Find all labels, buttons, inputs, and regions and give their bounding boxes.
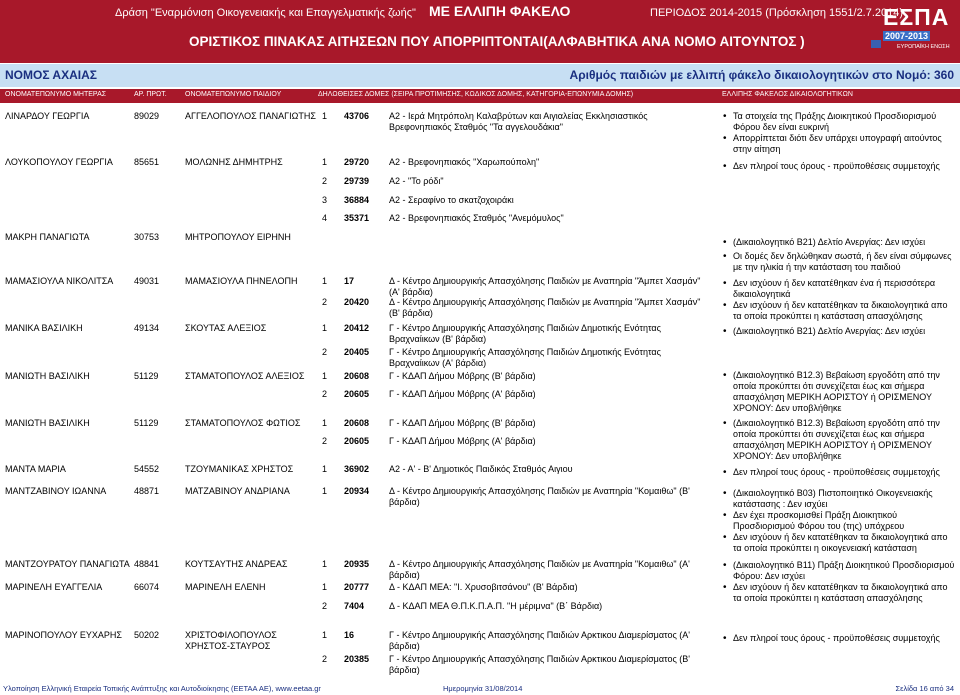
footer-company: Υλοποίηση Ελληνική Εταιρεία Τοπικής Ανάπτυξης και Αυτοδιοίκησης (ΕΕΤΑΑ ΑΕ), www.eetaa.gr [3, 684, 321, 693]
mother-name: ΜΑΝΙΚΑ ΒΑΣΙΛΙΚΗ [5, 323, 83, 333]
protocol-number: 48871 [134, 486, 160, 496]
col-structures: ΔΗΛΩΘΕΙΣΕΣ ΔΟΜΕΣ (ΣΕΙΡΑ ΠΡΟΤΙΜΗΣΗΣ, ΚΩΔΙΚΟΣ ΔΟΜΗΣ, ΚΑΤΗΓΟΡΙΑ-ΕΠΩΝΥΜΙΑ ΔΟΜΗΣ) [318, 91, 634, 98]
prefecture-name: ΝΟΜΟΣ ΑΧΑΙΑΣ [5, 68, 97, 82]
structure-name: Γ - ΚΔΑΠ Δήμου Μόβρης (Α' βάρδια) [389, 436, 536, 446]
structure-name: Δ - ΚΔΑΠ ΜΕΑ: "Ι. Χρυσοβιτσάνου" (Β' Βάρδια) [389, 582, 578, 592]
column-headers [0, 89, 960, 103]
child-name: ΜΑΡΙΝΕΛΗ ΕΛΕΝΗ [185, 582, 266, 592]
structure-order: 2 [322, 176, 328, 186]
col-missing: ΕΛΛΙΠΗΣ ΦΑΚΕΛΟΣ ΔΙΚΑΙΟΛΟΓΗΤΙΚΩΝ [722, 91, 853, 98]
structure-code: 43706 [344, 111, 370, 121]
missing-note: • Δεν ισχύουν ή δεν κατατέθηκαν τα δικαιολογητικά απο τα οποία προκύπτει η κατάσταση απασχόλησης [733, 582, 955, 604]
child-name: ΜΟΛΩΝΗΣ ΔΗΜΗΤΡΗΣ [185, 157, 283, 167]
missing-note: • (Δικαιολογητικό Β12.3) Βεβαίωση εργοδότη από την οποία προκύπτει ότι συνεχίζεται έως και σήμερα απασχόληση ΜΕΡΙΚΗ ΑΟΡΙΣΤΟΥ ή ΟΡΙΣΜΕΝΟΥ ΧΡΟΝΟΥ: Δεν υποβλήθηκε [733, 370, 955, 414]
structure-order: 1 [322, 464, 328, 474]
structure-code: 20605 [344, 436, 370, 446]
structure-code: 20605 [344, 389, 370, 399]
mother-name: ΜΑΝΤΖΟΥΡΑΤΟΥ ΠΑΝΑΓΙΩΤΑ [5, 559, 130, 569]
structure-name: Α2 - Βρεφονηπιακός Σταθμός "Ανεμόμυλος" [389, 213, 564, 223]
missing-note: • (Δικαιολογητικό Β12.3) Βεβαίωση εργοδότη από την οποία προκύπτει ότι συνεχίζεται έως και σήμερα απασχόληση ΜΕΡΙΚΗ ΑΟΡΙΣΤΟΥ ή ΟΡΙΣΜΕΝΟΥ ΧΡΟΝΟΥ: Δεν υποβλήθηκε [733, 418, 955, 462]
structure-code: 36884 [344, 195, 370, 205]
footer-page: Σελίδα 16 από 34 [895, 684, 954, 693]
mother-name: ΜΑΡΙΝΕΛΗ ΕΥΑΓΓΕΛΙΑ [5, 582, 103, 592]
child-name: ΑΓΓΕΛΟΠΟΥΛΟΣ ΠΑΝΑΓΙΩΤΗΣ [185, 111, 316, 121]
mother-name: ΜΑΝΙΩΤΗ ΒΑΣΙΛΙΚΗ [5, 371, 90, 381]
mother-name: ΜΑΝΤΖΑΒΙΝΟΥ ΙΩΑΝΝΑ [5, 486, 107, 496]
structure-code: 20385 [344, 654, 370, 664]
structure-order: 2 [322, 297, 328, 307]
child-name: ΜΗΤΡΟΠΟΥΛΟΥ ΕΙΡΗΝΗ [185, 232, 291, 242]
structure-code: 20934 [344, 486, 370, 496]
structure-code: 35371 [344, 213, 370, 223]
child-name: ΧΡΙΣΤΟΦΙΛΟΠΟΥΛΟΣ ΧΡΗΣΤΟΣ-ΣΤΑΥΡΟΣ [185, 630, 277, 651]
missing-note: • Δεν ισχύουν ή δεν κατατέθηκαν τα δικαιολογητικά απο τα οποία προκύπτει η οικογενειακή κατάσταση [733, 532, 955, 554]
protocol-number: 85651 [134, 157, 160, 167]
protocol-number: 51129 [134, 371, 159, 381]
structure-name: Γ - Κέντρο Δημιουργικής Απασχόλησης Παιδιών Αρκτικου Διαμερίσματος (Β' βάρδια) [389, 654, 691, 675]
structure-code: 17 [344, 276, 355, 286]
structure-order: 1 [322, 559, 328, 569]
child-name: ΣΤΑΜΑΤΟΠΟΥΛΟΣ ΑΛΕΞΙΟΣ [185, 371, 305, 381]
protocol-number: 54552 [134, 464, 160, 474]
structure-name: Γ - ΚΔΑΠ Δήμου Μόβρης (Α' βάρδια) [389, 389, 536, 399]
missing-note: • (Δικαιολογητικό Β21) Δελτίο Ανεργίας: Δεν ισχύει [733, 326, 955, 337]
structure-code: 20405 [344, 347, 370, 357]
missing-note: • (Δικαιολογητικό Β21) Δελτίο Ανεργίας: Δεν ισχύει [733, 237, 955, 248]
structure-order: 1 [322, 582, 328, 592]
structure-name: Δ - Κέντρο Δημιουργικής Απασχόλησης Παιδιών με Αναπηρία "Άμπετ Χασμάν" (Α' βάρδια) [389, 276, 701, 297]
structure-code: 36902 [344, 464, 370, 474]
protocol-number: 49134 [134, 323, 160, 333]
structure-order: 2 [322, 654, 328, 664]
col-mother: ΟΝΟΜΑΤΕΠΩΝΥΜΟ ΜΗΤΕΡΑΣ [5, 91, 107, 98]
structure-name: Δ - Κέντρο Δημιουργικής Απασχόλησης Παιδιών με Αναπηρία "Κομαιθω" (Β' βάρδια) [389, 486, 690, 507]
period-label: ΠΕΡΙΟΔΟΣ 2014-2015 (Πρόσκληση 1551/2.7.2014) [650, 7, 904, 19]
structure-name: Γ - Κέντρο Δημιουργικής Απασχόλησης Παιδιών Δημοτικής Ενότητας Βραχναίικων (Β' βάρδια) [389, 323, 661, 344]
structure-order: 4 [322, 213, 328, 223]
mother-name: ΜΑΚΡΗ ΠΑΝΑΓΙΩΤΑ [5, 232, 90, 242]
footer-date: Ημερομηνία 31/08/2014 [443, 684, 523, 693]
child-name: ΜΑΤΖΑΒΙΝΟΥ ΑΝΔΡΙΑΝΑ [185, 486, 290, 496]
mother-name: ΜΑΝΤΑ ΜΑΡΙΑ [5, 464, 66, 474]
structure-order: 2 [322, 436, 328, 446]
structure-name: Α2 - Α' - Β' Δημοτικός Παιδικός Σταθμός Αιγιου [389, 464, 573, 474]
missing-note: • Τα στοιχεία της Πράξης Διοικητικού Προσδιορισμού Φόρου δεν είναι ευκρινή [733, 111, 955, 133]
missing-note: • Δεν πληροί τους όρους - προϋποθέσεις συμμετοχής [733, 633, 955, 644]
eu-flag-icon [871, 40, 881, 48]
structure-name: Γ - Κέντρο Δημιουργικής Απασχόλησης Παιδιών Αρκτικου Διαμερίσματος (Α' βάρδια) [389, 630, 691, 651]
structure-code: 7404 [344, 601, 365, 611]
structure-code: 20777 [344, 582, 370, 592]
structure-code: 29720 [344, 157, 370, 167]
structure-order: 2 [322, 347, 328, 357]
structure-name: Γ - Κέντρο Δημιουργικής Απασχόλησης Παιδιών Δημοτικής Ενότητας Βραχναίικων (Α' βάρδια) [389, 347, 661, 368]
structure-name: Δ - ΚΔΑΠ ΜΕΑ Θ.Π.Κ.Π.Α.Π. "Η μέριμνα" (Β΄ Βάρδια) [389, 601, 603, 611]
missing-note: • (Δικαιολογητικό Β03) Πιστοποιητικό Οικογενειακής κατάστασης : Δεν ισχύει [733, 488, 955, 510]
col-child: ΟΝΟΜΑΤΕΠΩΝΥΜΟ ΠΑΙΔΙΟΥ [185, 91, 282, 98]
child-name: ΣΤΑΜΑΤΟΠΟΥΛΟΣ ΦΩΤΙΟΣ [185, 418, 301, 428]
structure-code: 20935 [344, 559, 370, 569]
protocol-number: 48841 [134, 559, 160, 569]
structure-code: 20608 [344, 371, 370, 381]
missing-note: • Οι δομές δεν δηλώθηκαν σωστά, ή δεν είναι σύμφωνες με την ηλικία ή την κατάσταση του παιδιού [733, 251, 955, 273]
missing-note: • Δεν έχει προσκομισθεί Πράξη Διοικητικού Προσδιορισμού Φόρου του (της) υπόχρεου [733, 510, 955, 532]
prefecture-band [0, 64, 960, 87]
missing-note: • Δεν ισχύουν ή δεν κατατέθηκαν ένα ή περισσότερα δικαιολογητικά [733, 278, 955, 300]
mother-name: ΜΑΡΙΝΟΠΟΥΛΟΥ ΕΥΧΑΡΗΣ [5, 630, 122, 640]
structure-order: 3 [322, 195, 328, 205]
missing-note: • Δεν πληροί τους όρους - προϋποθέσεις συμμετοχής [733, 467, 955, 478]
structure-order: 1 [322, 486, 328, 496]
missing-note: • Δεν πληροί τους όρους - προϋποθέσεις συμμετοχής [733, 161, 955, 172]
structure-order: 1 [322, 276, 328, 286]
missing-note: • Απορρίπτεται διότι δεν υπάρχει υπογραφή αιτούντος στην αίτηση [733, 133, 955, 155]
structure-code: 20420 [344, 297, 370, 307]
child-name: ΚΟΥΤΣΑΥΤΗΣ ΑΝΔΡΕΑΣ [185, 559, 288, 569]
mother-name: ΜΑΜΑΣΙΟΥΛΑ ΝΙΚΟΛΙΤΣΑ [5, 276, 114, 286]
child-name: ΤΖΟΥΜΑΝΙΚΑΣ ΧΡΗΣΤΟΣ [185, 464, 294, 474]
protocol-number: 30753 [134, 232, 160, 242]
structure-name: Δ - Κέντρο Δημιουργικής Απασχόλησης Παιδιών με Αναπηρία "Άμπετ Χασμάν" (Β' βάρδια) [389, 297, 701, 318]
protocol-number: 66074 [134, 582, 160, 592]
structure-order: 1 [322, 418, 328, 428]
structure-name: Γ - ΚΔΑΠ Δήμου Μόβρης (Β' βάρδια) [389, 371, 536, 381]
structure-order: 1 [322, 157, 328, 167]
espa-logo: ΕΣΠΑ 2007-2013 ΕΥΡΩΠΑΪΚΗ ΕΝΩΣΗ [871, 4, 957, 58]
structure-order: 2 [322, 601, 328, 611]
structure-name: Α2 - Ιερά Μητρόπολη Καλαβρύτων και Αιγιαλείας Εκκλησιαστικός Βρεφονηπιακός Σταθμός "Τα αγγελουδάκια" [389, 111, 648, 132]
child-name: ΜΑΜΑΣΙΟΥΛΑ ΠΗΝΕΛΟΠΗ [185, 276, 298, 286]
structure-code: 20412 [344, 323, 370, 333]
missing-note: • (Δικαιολογητικό Β11) Πράξη Διοικητικού Προσδιορισμού Φόρου: Δεν ισχύει [733, 560, 955, 582]
structure-name: Δ - Κέντρο Δημιουργικής Απασχόλησης Παιδιών με Αναπηρία "Κομαιθω" (Α' βάρδια) [389, 559, 690, 580]
protocol-number: 51129 [134, 418, 159, 428]
protocol-number: 49031 [134, 276, 160, 286]
mother-name: ΛΙΝΑΡΔΟΥ ΓΕΩΡΓΙΑ [5, 111, 90, 121]
structure-code: 20608 [344, 418, 370, 428]
structure-name: Α2 - Σεραφίνο το σκατζοχοιράκι [389, 195, 514, 205]
structure-name: Α2 - "Το ρόδι" [389, 176, 444, 186]
structure-code: 16 [344, 630, 355, 640]
protocol-number: 50202 [134, 630, 160, 640]
structure-code: 29739 [344, 176, 370, 186]
prefecture-count: Αριθμός παιδιών με ελλιπή φάκελο δικαιολογητικών στο Νομό: 360 [569, 68, 954, 82]
incomplete-file-label: ΜΕ ΕΛΛΙΠΗ ΦΑΚΕΛΟ [429, 3, 571, 19]
list-title: ΟΡΙΣΤΙΚΟΣ ΠΙΝΑΚΑΣ ΑΙΤΗΣΕΩΝ ΠΟΥ ΑΠΟΡΡΙΠΤΟΝΤΑΙ(ΑΛΦΑΒΗΤΙΚΑ ΑΝΑ ΝΟΜΟ ΑΙΤΟΥΝΤΟΣ ) [189, 34, 805, 49]
mother-name: ΛΟΥΚΟΠΟΥΛΟΥ ΓΕΩΡΓΙΑ [5, 157, 113, 167]
mother-name: ΜΑΝΙΩΤΗ ΒΑΣΙΛΙΚΗ [5, 418, 90, 428]
program-title: Δράση "Εναρμόνιση Οικογενειακής και Επαγγελματικής ζωής" [115, 7, 416, 19]
col-protocol: ΑΡ. ΠΡΩΤ. [134, 91, 167, 98]
protocol-number: 89029 [134, 111, 160, 121]
structure-name: Γ - ΚΔΑΠ Δήμου Μόβρης (Β' βάρδια) [389, 418, 536, 428]
structure-name: Α2 - Βρεφονηπιακός "Χαρωπούπολη" [389, 157, 540, 167]
missing-note: • Δεν ισχύουν ή δεν κατατέθηκαν τα δικαιολογητικά απο τα οποία προκύπτει η κατάσταση απασχόλησης [733, 300, 955, 322]
child-name: ΣΚΟΥΤΑΣ ΑΛΕΞΙΟΣ [185, 323, 267, 333]
structure-order: 1 [322, 371, 328, 381]
structure-order: 1 [322, 111, 328, 121]
structure-order: 2 [322, 389, 328, 399]
structure-order: 1 [322, 630, 328, 640]
header-bar [0, 0, 960, 63]
structure-order: 1 [322, 323, 328, 333]
